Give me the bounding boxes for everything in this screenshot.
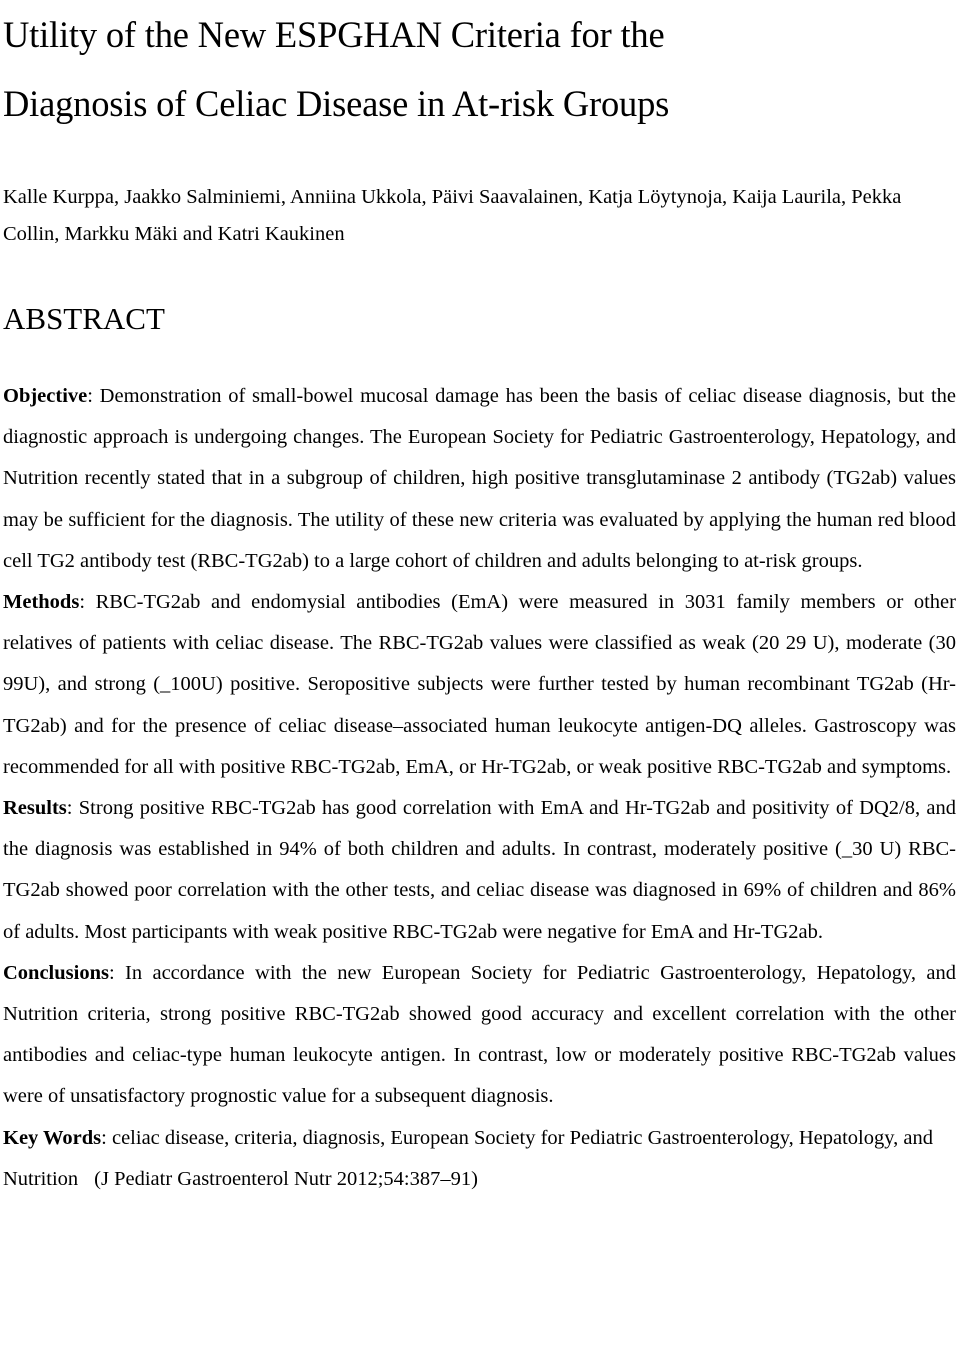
keywords-paragraph <box>3 1118 956 1200</box>
results-paragraph <box>3 788 956 953</box>
objective-text: : Demonstration of small-bowel mucosal damage has been the basis of celiac disease diagnosis, but the diagnostic approach is undergoing changes. The European Society for Pediatric Gastroenterology, Hepatology, and Nutrition recently stated that in a subgroup of children, high positive transglutaminase 2 antibody (TG2ab) values may be sufficient for the diagnosis. The utility of these new criteria was evaluated by applying the human red blood cell TG2 antibody test (RBC-TG2ab) to a large cohort of children and adults belonging to at-risk groups. <box>3 385 956 572</box>
objective-label: Objective <box>3 385 88 407</box>
author-list: Kalle Kurppa, Jaakko Salminiemi, Anniina Ukkola, Päivi Saavalainen, Katja Löytynoja, Kaija Laurila, Pekka Collin, Markku Mäki and Katri Kaukinen <box>3 186 902 245</box>
title-line-2: Diagnosis of Celiac Disease in At-risk Groups <box>3 83 670 124</box>
objective-paragraph <box>3 376 956 582</box>
methods-paragraph <box>3 582 956 788</box>
keywords-text: : celiac disease, criteria, diagnosis, European Society for Pediatric Gastroenterology, Hepatology, and Nutrition <box>3 1126 934 1190</box>
title-line-1: Utility of the New ESPGHAN Criteria for the <box>3 14 665 55</box>
abstract-body <box>3 376 956 1200</box>
keywords-label: Key Words <box>3 1126 102 1149</box>
conclusions-label: Conclusions <box>3 961 109 984</box>
abstract-heading: ABSTRACT <box>3 301 165 336</box>
conclusions-text: : In accordance with the new European Society for Pediatric Gastroenterology, Hepatology, and Nutrition criteria, strong positive RBC-TG2ab showed good accuracy and excellent correlation with the other antibodies and celiac-type human leukocyte antigen. In contrast, low or moderately positive RBC-TG2ab values were of unsatisfactory prognostic value for a subsequent diagnosis. <box>3 961 956 1108</box>
paper-title <box>3 0 956 138</box>
methods-text: : RBC-TG2ab and endomysial antibodies (EmA) were measured in 3031 family members or other relatives of patients with celiac disease. The RBC-TG2ab values were classified as weak (20 29 U), moderate (30 99U), and strong (_100U) positive. Seropositive subjects were further tested by human recombinant TG2ab (Hr-TG2ab) and for the presence of celiac disease–associated human leukocyte antigen-DQ alleles. Gastroscopy was recommended for all with positive RBC-TG2ab, EmA, or Hr-TG2ab, or weak positive RBC-TG2ab and symptoms. <box>3 591 956 778</box>
results-text: : Strong positive RBC-TG2ab has good correlation with EmA and Hr-TG2ab and positivity of DQ2/8, and the diagnosis was established in 94% of both children and adults. In contrast, moderately positive (_30 U) RBC-TG2ab showed poor correlation with the other tests, and celiac disease was diagnosed in 69% of children and 86% of adults. Most participants with weak positive RBC-TG2ab were negative for EmA and Hr-TG2ab. <box>3 797 956 943</box>
conclusions-paragraph <box>3 953 956 1118</box>
methods-label: Methods <box>3 591 80 614</box>
journal-citation: (J Pediatr Gastroenterol Nutr 2012;54:387–91) <box>94 1167 478 1190</box>
results-label: Results <box>3 797 67 820</box>
